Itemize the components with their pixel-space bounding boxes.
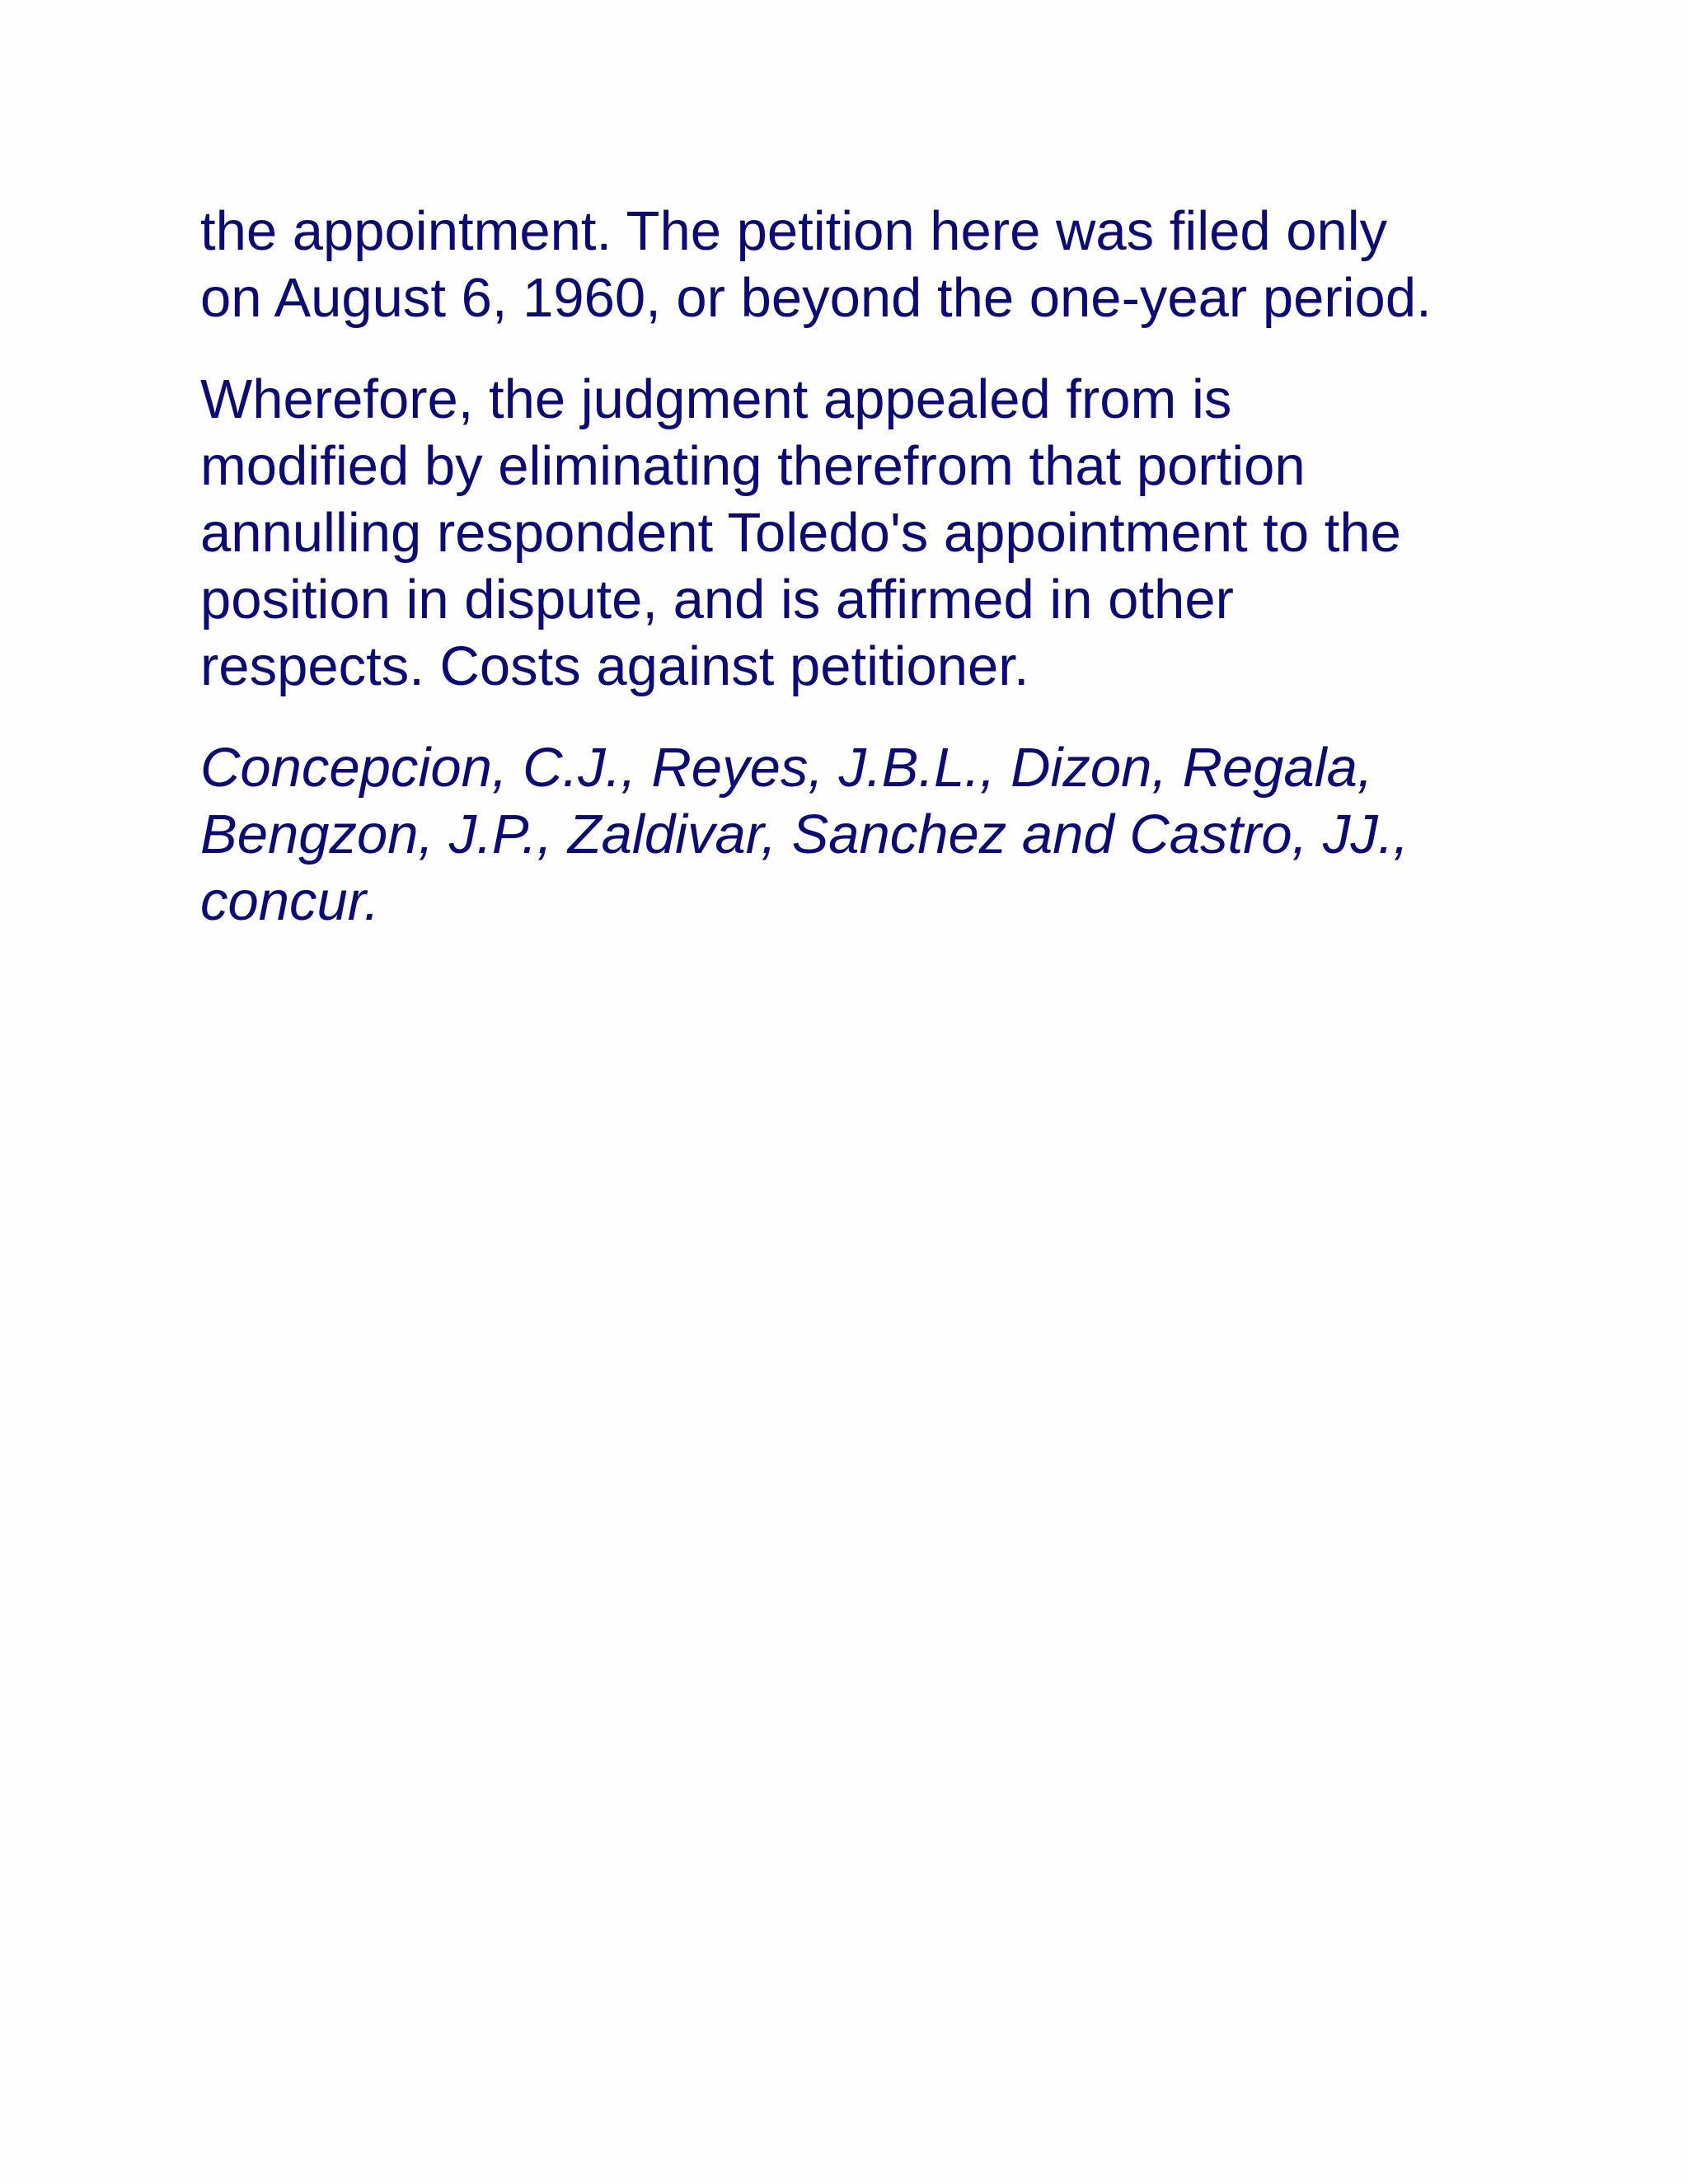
text-line: Concepcion, C.J., Reyes, J.B.L., Dizon, Regala,: [200, 737, 1373, 799]
paragraph-concurrence: [200, 734, 1519, 935]
text-line: the appointment. The petition here was filed only: [200, 200, 1388, 262]
text-line: respects. Costs against petitioner.: [200, 635, 1029, 697]
text-line: on August 6, 1960, or beyond the one-year period.: [200, 267, 1432, 329]
text-line: Wherefore, the judgment appealed from is: [200, 368, 1232, 430]
text-line: concur.: [200, 870, 380, 932]
text-line: annulling respondent Toledo's appointment to the: [200, 502, 1401, 564]
text-line: modified by eliminating therefrom that portion: [200, 435, 1306, 497]
text-line: position in dispute, and is affirmed in other: [200, 569, 1234, 630]
text-line: Bengzon, J.P., Zaldivar, Sanchez and Castro, JJ.,: [200, 804, 1409, 865]
paragraph-judgment: [200, 366, 1519, 700]
document-body: [200, 198, 1519, 969]
paragraph-filing-date: [200, 198, 1519, 331]
